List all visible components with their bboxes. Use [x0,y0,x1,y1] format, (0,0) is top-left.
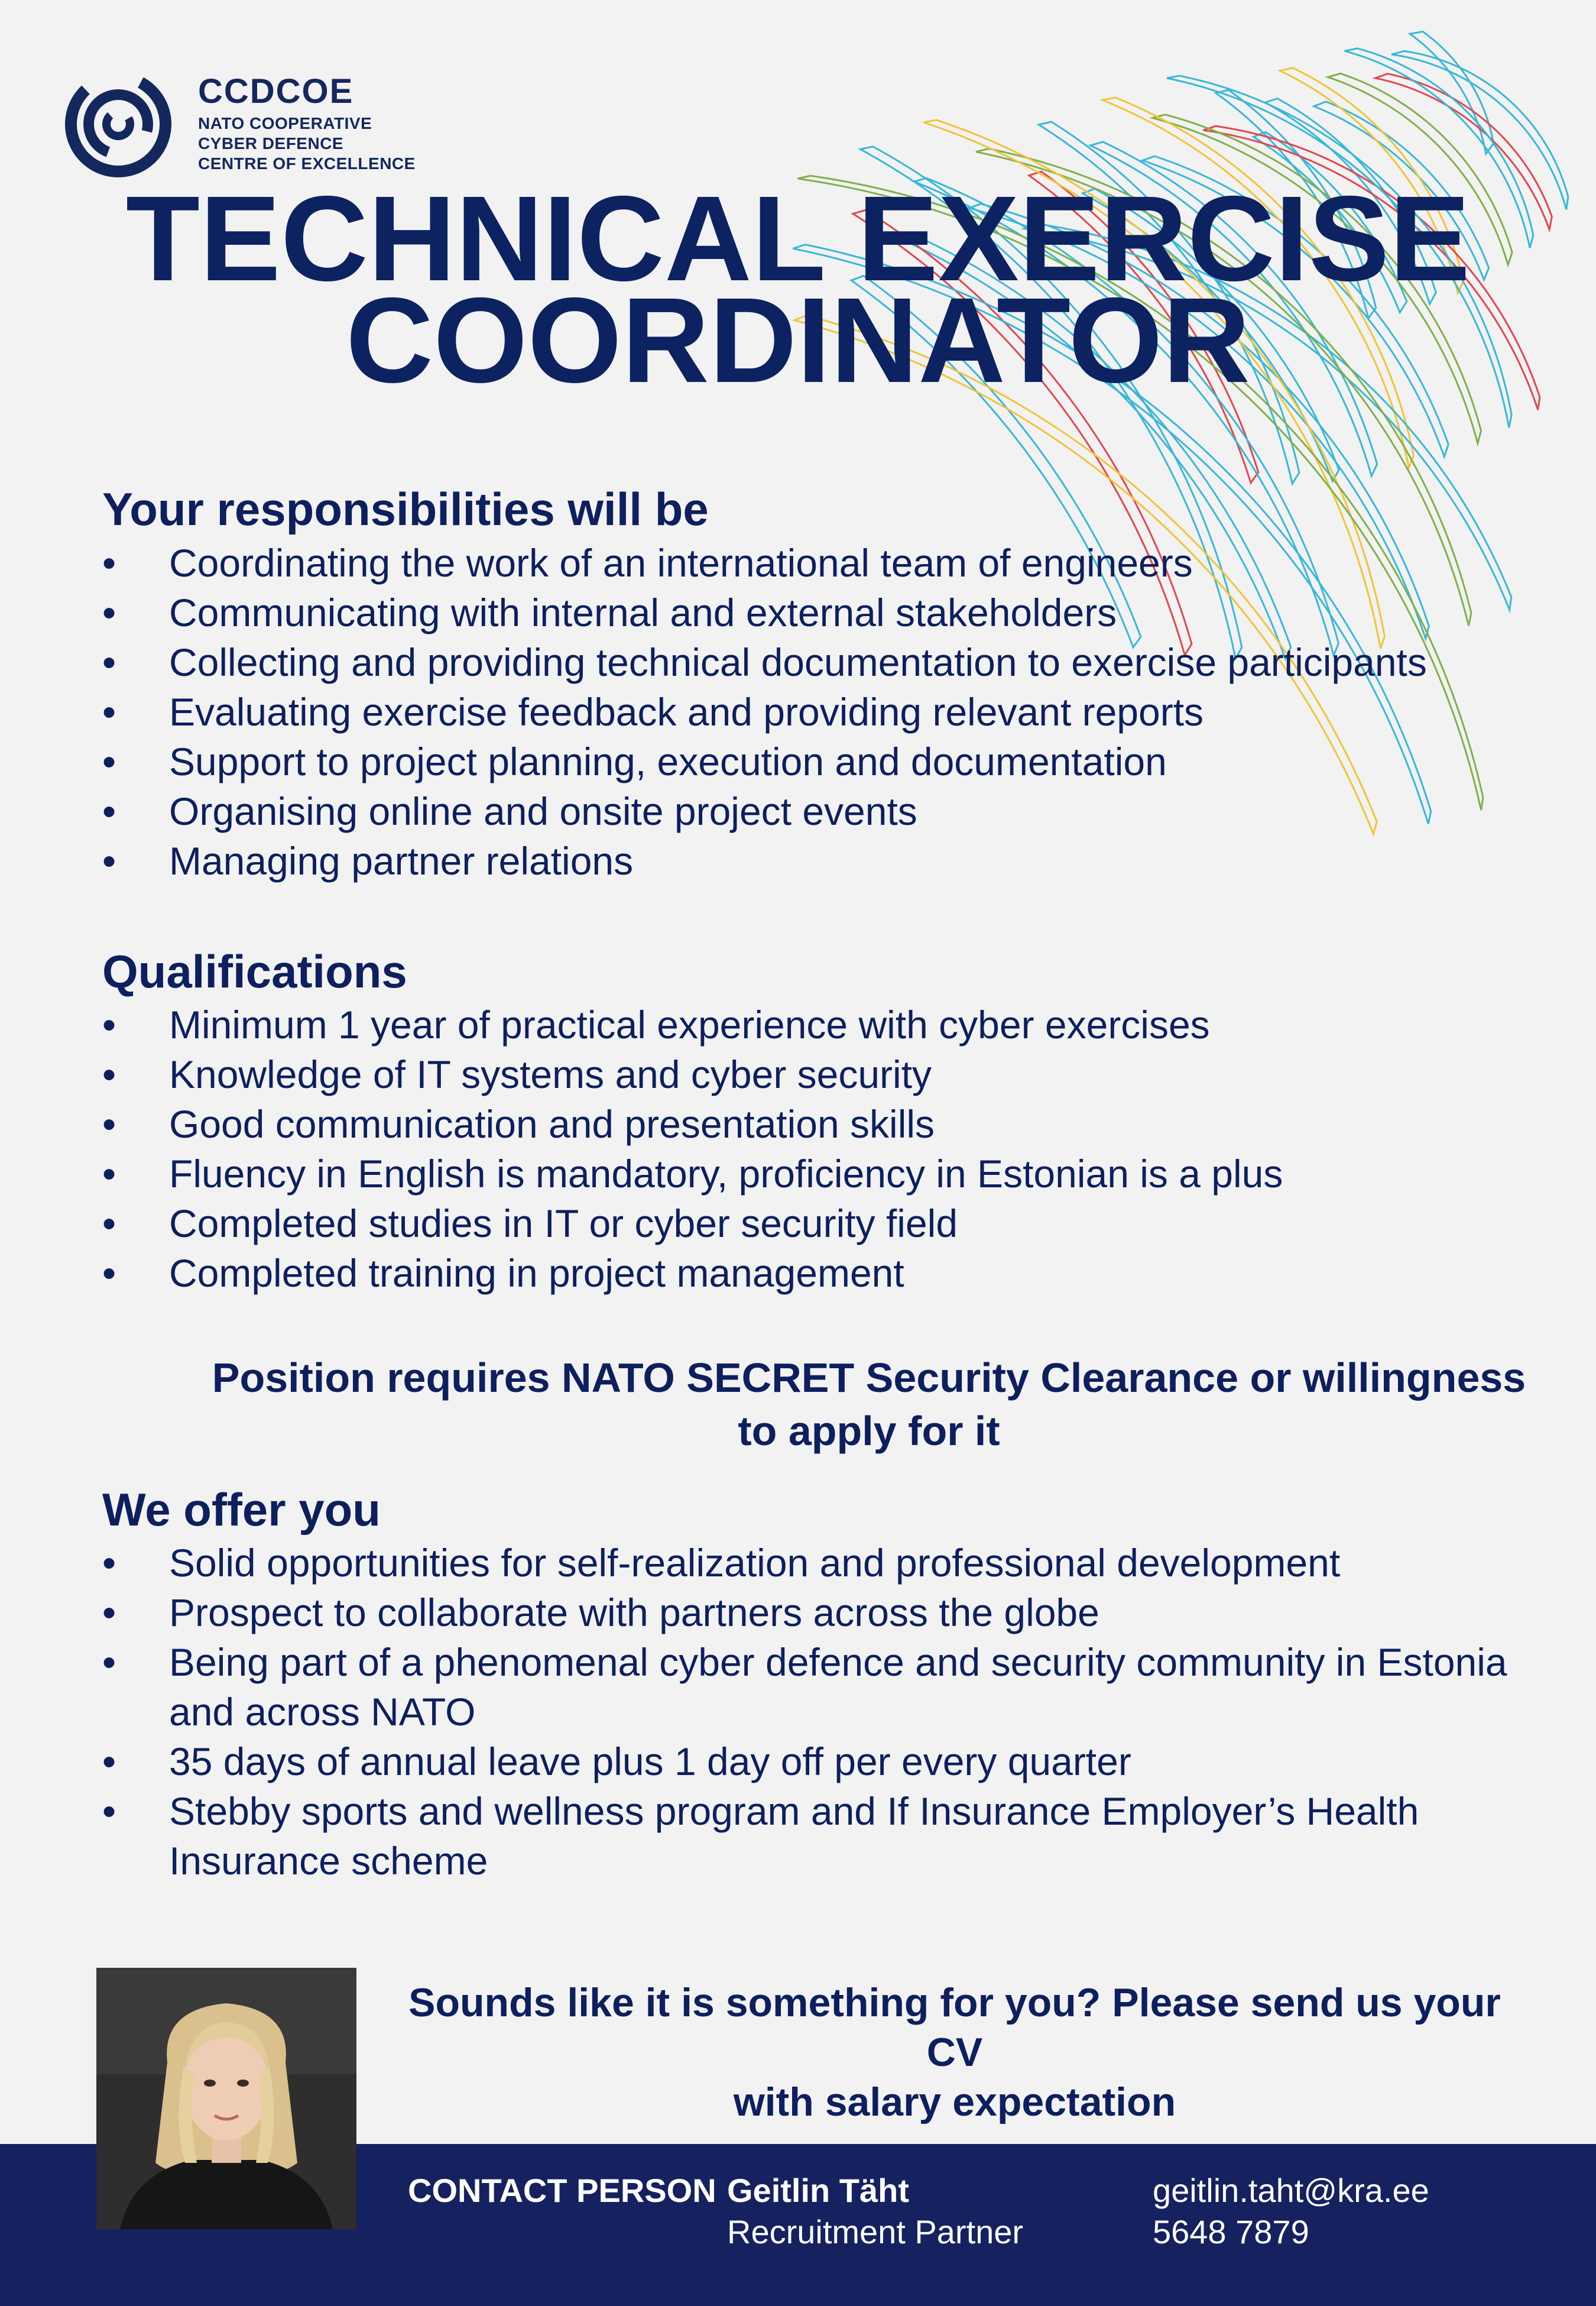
logo-line-3: CENTRE OF EXCELLENCE [198,154,416,173]
security-clearance-notice [177,1351,1561,1458]
list-item: • Good communication and presentation skills [102,1099,1576,1149]
list-item: • Communicating with internal and external stakeholders [102,588,1576,637]
list-item: • Knowledge of IT systems and cyber security [102,1050,1576,1099]
list-item: • Coordinating the work of an international team of engineers [102,538,1576,588]
responsibilities-heading: Your responsibilities will be [102,483,709,535]
list-item: • Being part of a phenomenal cyber defence and security community in Estonia and across NATO [102,1637,1546,1737]
list-item: • Evaluating exercise feedback and providing relevant reports [102,687,1576,737]
list-item: • Collecting and providing technical documentation to exercise participants [102,637,1576,687]
offer-list [102,1538,1576,1886]
person-portrait-icon [96,1968,356,2229]
list-item: • Managing partner relations [102,836,1576,886]
list-item: • Solid opportunities for self-realization and professional development [102,1538,1576,1588]
list-item: • Prospect to collaborate with partners across the globe [102,1588,1576,1637]
qualifications-list [102,1000,1576,1298]
offer-heading: We offer you [102,1484,381,1536]
list-item: • Organising online and onsite project events [102,786,1576,836]
list-item: • Fluency in English is mandatory, proficiency in Estonian is a plus [102,1149,1576,1199]
list-item: • Completed training in project management [102,1248,1576,1298]
list-item: • Minimum 1 year of practical experience with cyber exercises [102,1000,1576,1050]
logo-name: CCDCOE [198,72,354,111]
list-item: • Completed studies in IT or cyber security field [102,1199,1576,1248]
ccdcoe-logo [65,68,420,186]
page-title [0,171,1596,408]
cta-line-2: with salary expectation [733,2080,1176,2124]
notice-line-2: to apply for it [738,1408,1000,1454]
contact-name: Geitlin Täht [727,2172,909,2209]
list-item: • Stebby sports and wellness program and If Insurance Employer’s Health Insurance scheme [102,1786,1499,1886]
cta-line-1: Sounds like it is something for you? Please send us your CV [408,1980,1501,2075]
notice-line-1: Position requires NATO SECRET Security Clearance or willingness [212,1355,1526,1401]
call-to-action [378,1978,1531,2127]
responsibilities-list [102,538,1576,886]
title-line-2: COORDINATOR [346,273,1250,408]
contact-photo [96,1968,356,2229]
list-item: • Support to project planning, execution and documentation [102,737,1576,786]
ccdcoe-emblem-icon [65,68,177,180]
contact-phone[interactable]: 5648 7879 [1153,2213,1309,2250]
contact-email[interactable]: geitlin.taht@kra.ee [1153,2172,1429,2209]
contact-role: Recruitment Partner [727,2213,1024,2250]
logo-line-1: NATO COOPERATIVE [198,114,372,132]
title-line-1: TECHNICAL EXERCISE [125,171,1471,306]
contact-person-label: CONTACT PERSON [408,2172,716,2209]
qualifications-heading: Qualifications [102,945,407,997]
logo-line-2: CYBER DEFENCE [198,134,344,153]
list-item: • 35 days of annual leave plus 1 day off per every quarter [102,1737,1576,1786]
